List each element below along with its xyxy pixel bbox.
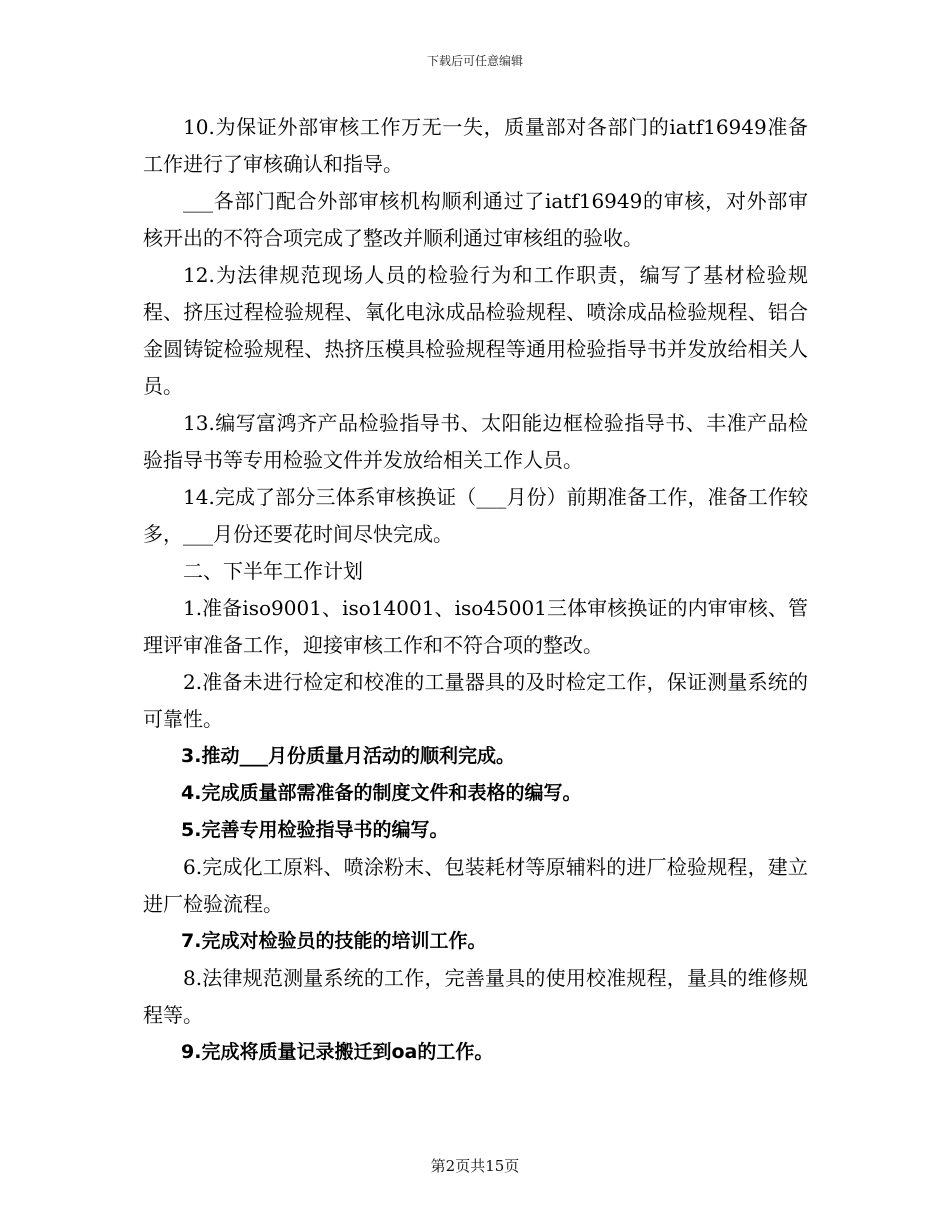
- plan-item-1: 1.准备iso9001、iso14001、iso45001三体审核换证的内审审核、管理评审准备工作，迎接审核工作和不符合项的整改。: [143, 596, 808, 657]
- paragraph-14: 14.完成了部分三体系审核换证（___月份）前期准备工作，准备工作较多，___月份还要花时间尽快完成。: [143, 485, 808, 546]
- plan-item-7: 7.完成对检验员的技能的培训工作。: [181, 930, 487, 952]
- page-number: 第2页共15页: [430, 1157, 520, 1175]
- header-note: 下载后可任意编辑: [426, 54, 523, 68]
- paragraph-12: 12.为法律规范现场人员的检验行为和工作职责，编写了基材检验规程、挤压过程检验规程、氧化电泳成品检验规程、喷涂成品检验规程、铝合金圆铸锭检验规程、热挤压模具检验规程等通用检验指导书并发放给相关人员。: [143, 263, 808, 398]
- section-heading: 二、下半年工作计划: [183, 559, 363, 583]
- plan-item-2: 2.准备未进行检定和校准的工量器具的及时检定工作，保证测量系统的可靠性。: [143, 670, 808, 731]
- paragraph-13: 13.编写富鸿齐产品检验指导书、太阳能边框检验指导书、丰准产品检验指导书等专用检验文件并发放给相关工作人员。: [143, 411, 808, 472]
- paragraph-10: 10.为保证外部审核工作万无一失，质量部对各部门的iatf16949准备工作进行了审核确认和指导。: [143, 115, 808, 176]
- plan-item-5: 5.完善专用检验指导书的编写。: [181, 819, 449, 841]
- document-body: [143, 109, 808, 1071]
- plan-item-4: 4.完成质量部需准备的制度文件和表格的编写。: [181, 782, 582, 804]
- paragraph-11: ___各部门配合外部审核机构顺利通过了iatf16949的审核，对外部审核开出的不符合项完成了整改并顺利通过审核组的验收。: [143, 189, 808, 250]
- plan-item-9: 9.完成将质量记录搬迁到oa的工作。: [181, 1041, 494, 1063]
- plan-item-3: 3.推动___月份质量月活动的顺利完成。: [181, 745, 515, 767]
- plan-item-8: 8.法律规范测量系统的工作，完善量具的使用校准规程，量具的维修规程等。: [143, 966, 808, 1027]
- plan-item-6: 6.完成化工原料、喷涂粉末、包装耗材等原辅料的进厂检验规程，建立进厂检验流程。: [143, 855, 808, 916]
